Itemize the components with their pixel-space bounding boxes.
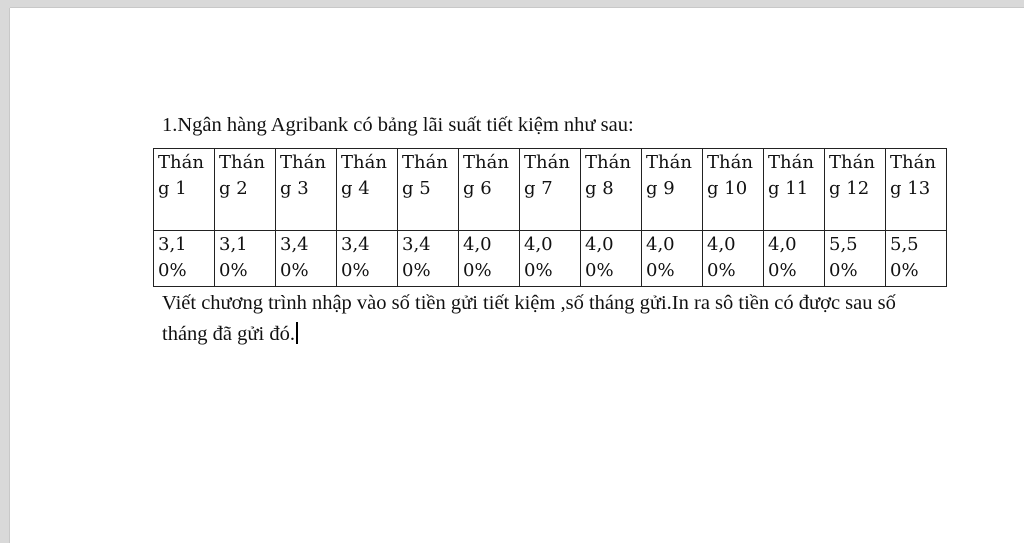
- text-cursor: [296, 322, 298, 344]
- rate-row: [154, 231, 947, 287]
- document-body[interactable]: [153, 112, 953, 350]
- document-page[interactable]: [10, 8, 1024, 543]
- month-cell: Tháng 6: [459, 149, 520, 231]
- rate-cell: 4,00%: [703, 231, 764, 287]
- rate-cell: 4,00%: [520, 231, 581, 287]
- month-cell: Tháng 2: [215, 149, 276, 231]
- month-cell: Tháng 8: [581, 149, 642, 231]
- month-cell: Tháng 10: [703, 149, 764, 231]
- rate-cell: 4,00%: [581, 231, 642, 287]
- month-cell: Tháng 4: [337, 149, 398, 231]
- rate-cell: 5,50%: [825, 231, 886, 287]
- rate-cell: 3,40%: [337, 231, 398, 287]
- month-cell: Tháng 5: [398, 149, 459, 231]
- rate-cell: 3,40%: [398, 231, 459, 287]
- rate-cell: 4,00%: [764, 231, 825, 287]
- month-cell: Tháng 12: [825, 149, 886, 231]
- month-cell: Tháng 9: [642, 149, 703, 231]
- month-cell: Tháng 1: [154, 149, 215, 231]
- rate-cell: 4,00%: [459, 231, 520, 287]
- exercise-heading: 1.Ngân hàng Agribank có bảng lãi suất tiết kiệm như sau:: [162, 114, 634, 136]
- interest-rate-table: [153, 148, 947, 287]
- month-cell: Tháng 13: [886, 149, 947, 231]
- rate-cell: 4,00%: [642, 231, 703, 287]
- month-row: [154, 149, 947, 231]
- month-cell: Tháng 3: [276, 149, 337, 231]
- paragraph-text: Viết chương trình nhập vào số tiền gửi tiết kiệm ,số tháng gửi.In ra sô tiền có được sau số tháng đã gửi đó.: [162, 292, 896, 345]
- rate-cell: 3,10%: [154, 231, 215, 287]
- month-cell: Tháng 11: [764, 149, 825, 231]
- rate-cell: 5,50%: [886, 231, 947, 287]
- rate-cell: 3,10%: [215, 231, 276, 287]
- month-cell: Tháng 7: [520, 149, 581, 231]
- exercise-paragraph: [162, 288, 922, 350]
- rate-cell: 3,40%: [276, 231, 337, 287]
